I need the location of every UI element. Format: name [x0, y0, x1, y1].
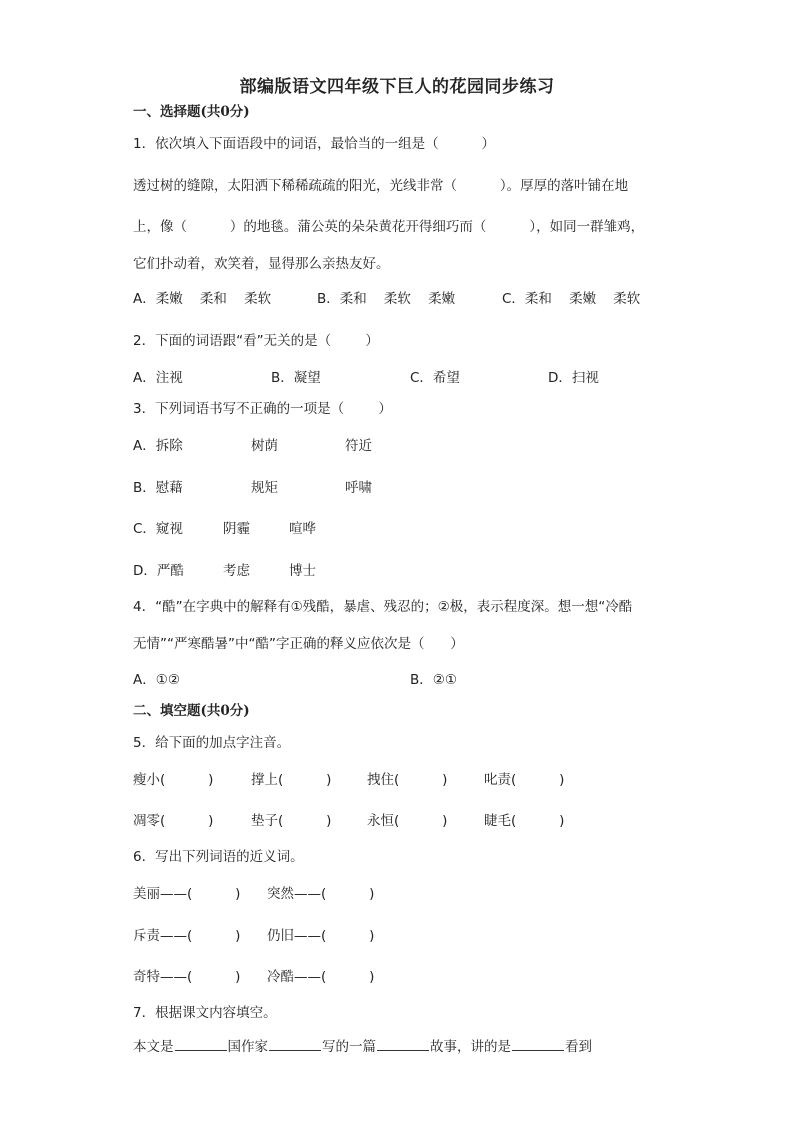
q5-item-5: 凋零( ) — [133, 813, 214, 829]
q3-option-c-1: C．窥视 — [133, 521, 183, 537]
q3-option-b-2: 规矩 — [251, 480, 278, 496]
q5-item-6: 垫子( ) — [251, 813, 332, 829]
q2-stem: 2．下面的词语跟“看”无关的是（ ） — [133, 333, 379, 349]
q1-passage-line1: 透过树的缝隙，太阳洒下稀稀疏疏的阳光，光线非常（ ）。厚厚的落叶铺在地 — [133, 178, 629, 194]
q3-option-b-3: 呼啸 — [345, 480, 372, 496]
q3-option-c-2: 阴霾 — [223, 521, 250, 537]
q7-text-2: 国作家 — [227, 1039, 268, 1055]
q3-option-d-3: 博士 — [289, 563, 316, 579]
q1-passage-line2: 上，像（ ）的地毯。蒲公英的朵朵黄花开得细巧而（ ），如同一群雏鸡， — [133, 219, 645, 235]
q3-option-b-1: B．慰藉 — [133, 480, 183, 496]
q1-passage-line3: 它们扑动着，欢笑着，显得那么亲热友好。 — [133, 256, 390, 272]
q2-option-b: B．凝望 — [271, 370, 321, 386]
q3-option-a-3: 符近 — [345, 438, 372, 454]
q7-text-1: 本文是 — [133, 1039, 174, 1055]
q7-blank-3[interactable] — [377, 1036, 429, 1051]
q2-option-a: A．注视 — [133, 370, 183, 386]
q5-item-2: 撑上( ) — [251, 772, 332, 788]
q3-option-a-2: 树荫 — [251, 438, 278, 454]
page-title: 部编版语文四年级下巨人的花园同步练习 — [239, 77, 555, 97]
q3-stem: 3．下列词语书写不正确的一项是（ ） — [133, 401, 392, 417]
q2-option-c: C．希望 — [410, 370, 460, 386]
q6-item-2: 突然——( ) — [267, 886, 375, 902]
section-fill: 二、填空题(共0分) — [133, 703, 250, 719]
q7-text-3: 写的一篇 — [322, 1039, 376, 1055]
q1-option-a: A．柔嫩 柔和 柔软 — [133, 291, 272, 307]
q4-stem-line1: 4．“酷”在字典中的解释有①残酷，暴虐、残忍的；②极，表示程度深。想一想“冷酷 — [133, 599, 633, 615]
q6-stem: 6．写出下列词语的近义词。 — [133, 849, 304, 865]
q7-blank-1[interactable] — [175, 1036, 227, 1051]
q7-fill-line — [133, 1036, 592, 1056]
q5-item-1: 瘦小( ) — [133, 772, 214, 788]
q5-item-8: 睫毛( ) — [484, 813, 565, 829]
section-choice: 一、选择题(共0分) — [133, 104, 250, 120]
q7-text-4: 故事，讲的是 — [430, 1039, 511, 1055]
q3-option-d-1: D．严酷 — [133, 563, 184, 579]
q7-text-5: 看到 — [565, 1039, 592, 1055]
q6-item-5: 奇特——( ) — [133, 969, 241, 985]
q6-item-3: 斥责——( ) — [133, 928, 241, 944]
q7-blank-2[interactable] — [269, 1036, 321, 1051]
q7-stem: 7．根据课文内容填空。 — [133, 1005, 277, 1021]
q6-item-4: 仍旧——( ) — [267, 928, 375, 944]
q7-blank-4[interactable] — [512, 1036, 564, 1051]
q6-item-6: 冷酷——( ) — [267, 969, 375, 985]
q1-stem: 1．依次填入下面语段中的词语，最恰当的一组是（ ） — [133, 136, 496, 152]
q1-option-b: B．柔和 柔软 柔嫩 — [317, 291, 456, 307]
q1-option-c: C．柔和 柔嫩 柔软 — [502, 291, 641, 307]
q3-option-a-1: A．拆除 — [133, 438, 183, 454]
q5-item-7: 永恒( ) — [367, 813, 448, 829]
q5-item-3: 拽住( ) — [367, 772, 448, 788]
q5-stem: 5．给下面的加点字注音。 — [133, 735, 291, 751]
q4-stem-line2: 无情”“严寒酷暑”中“酷”字正确的释义应依次是（ ） — [133, 636, 464, 652]
q3-option-d-2: 考虑 — [223, 563, 250, 579]
q4-option-b: B．②① — [410, 672, 457, 688]
q4-option-a: A．①② — [133, 672, 180, 688]
q6-item-1: 美丽——( ) — [133, 886, 241, 902]
q2-option-d: D．扫视 — [548, 370, 599, 386]
q3-option-c-3: 喧哗 — [289, 521, 316, 537]
q5-item-4: 叱责( ) — [484, 772, 565, 788]
